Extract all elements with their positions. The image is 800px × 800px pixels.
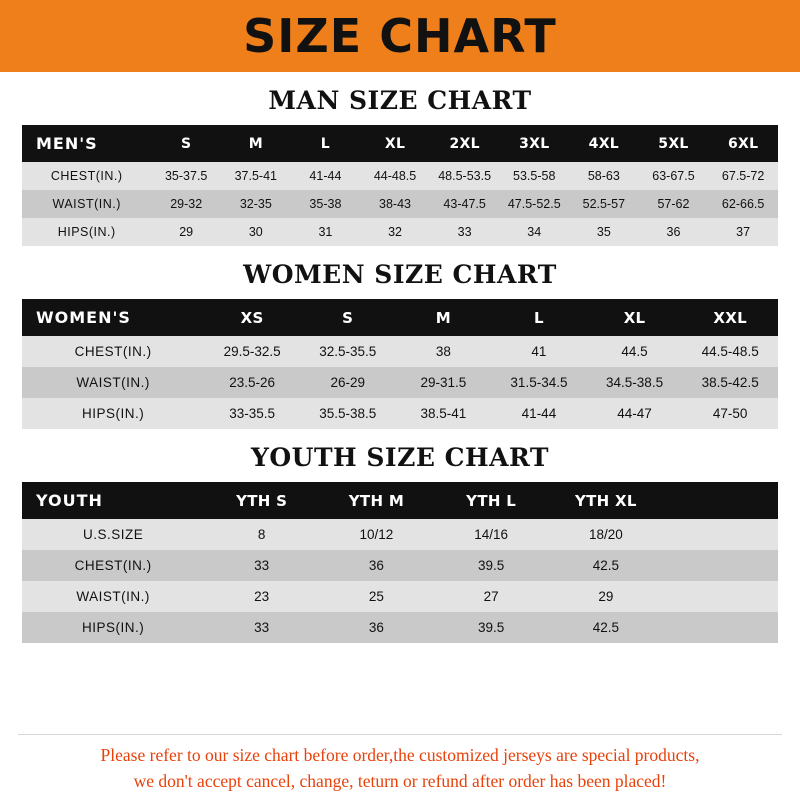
table-cell: 8 — [204, 519, 319, 550]
table-cell: 33 — [204, 550, 319, 581]
table-cell: 34.5-38.5 — [587, 367, 683, 398]
table-cell: 25 — [319, 581, 434, 612]
table-cell: 29 — [151, 218, 221, 246]
youth-col-m: YTH M — [319, 482, 434, 519]
table-header-row — [22, 482, 778, 519]
table-cell: 44-48.5 — [360, 162, 430, 190]
table-cell — [663, 581, 778, 612]
youth-row-label-chest: CHEST(IN.) — [22, 550, 204, 581]
table-cell: 30 — [221, 218, 291, 246]
youth-corner-label: YOUTH — [22, 482, 204, 519]
page-title: SIZE CHART — [243, 9, 557, 63]
table-cell: 52.5-57 — [569, 190, 639, 218]
table-cell: 34 — [499, 218, 569, 246]
table-cell: 33 — [204, 612, 319, 643]
table-row — [22, 612, 778, 643]
table-cell: 41-44 — [491, 398, 587, 429]
table-row — [22, 581, 778, 612]
table-cell: 47.5-52.5 — [499, 190, 569, 218]
table-row — [22, 190, 778, 218]
table-row — [22, 367, 778, 398]
footer-line-2: we don't accept cancel, change, teturn or refund after order has been placed! — [133, 770, 667, 791]
women-col-xs: XS — [204, 299, 300, 336]
table-cell: 27 — [434, 581, 549, 612]
table-cell: 29-32 — [151, 190, 221, 218]
table-cell — [663, 612, 778, 643]
table-cell: 23 — [204, 581, 319, 612]
women-col-xxl: XXL — [682, 299, 778, 336]
youth-row-label-waist: WAIST(IN.) — [22, 581, 204, 612]
table-cell: 39.5 — [434, 612, 549, 643]
table-cell — [663, 519, 778, 550]
table-cell: 36 — [319, 612, 434, 643]
table-cell: 36 — [319, 550, 434, 581]
table-cell: 35 — [569, 218, 639, 246]
women-row-label-waist: WAIST(IN.) — [22, 367, 204, 398]
section-title-youth: YOUTH SIZE CHART — [251, 443, 549, 472]
table-row — [22, 398, 778, 429]
youth-col-empty — [663, 482, 778, 519]
table-cell: 37.5-41 — [221, 162, 291, 190]
women-col-l: L — [491, 299, 587, 336]
table-cell: 44-47 — [587, 398, 683, 429]
table-cell: 33-35.5 — [204, 398, 300, 429]
table-cell: 29.5-32.5 — [204, 336, 300, 367]
table-cell: 42.5 — [549, 612, 664, 643]
table-cell: 63-67.5 — [639, 162, 709, 190]
table-header-row — [22, 125, 778, 162]
man-col-s: S — [151, 125, 221, 162]
youth-col-l: YTH L — [434, 482, 549, 519]
man-col-3xl: 3XL — [499, 125, 569, 162]
section-women — [22, 260, 778, 429]
man-table-body — [22, 162, 778, 246]
women-row-label-hips: HIPS(IN.) — [22, 398, 204, 429]
footer-note — [0, 728, 800, 794]
youth-row-label-ussize: U.S.SIZE — [22, 519, 204, 550]
table-cell: 38.5-42.5 — [682, 367, 778, 398]
man-col-4xl: 4XL — [569, 125, 639, 162]
table-cell: 62-66.5 — [708, 190, 778, 218]
man-col-xl: XL — [360, 125, 430, 162]
table-cell: 23.5-26 — [204, 367, 300, 398]
table-cell: 32 — [360, 218, 430, 246]
youth-table-body — [22, 519, 778, 643]
table-cell: 58-63 — [569, 162, 639, 190]
table-row — [22, 162, 778, 190]
table-cell: 47-50 — [682, 398, 778, 429]
table-cell: 57-62 — [639, 190, 709, 218]
women-corner-label: WOMEN'S — [22, 299, 204, 336]
youth-size-table — [22, 482, 778, 643]
youth-table-header — [22, 482, 778, 519]
table-cell: 37 — [708, 218, 778, 246]
section-man — [22, 86, 778, 246]
table-row — [22, 336, 778, 367]
content-area — [0, 86, 800, 643]
man-corner-label: MEN'S — [22, 125, 151, 162]
table-cell: 38.5-41 — [396, 398, 492, 429]
table-cell: 67.5-72 — [708, 162, 778, 190]
table-cell: 39.5 — [434, 550, 549, 581]
table-cell — [663, 550, 778, 581]
table-cell: 29 — [549, 581, 664, 612]
header-banner — [0, 0, 800, 72]
table-cell: 43-47.5 — [430, 190, 500, 218]
man-size-table — [22, 125, 778, 246]
women-col-xl: XL — [587, 299, 683, 336]
table-cell: 35-38 — [291, 190, 361, 218]
man-col-2xl: 2XL — [430, 125, 500, 162]
section-title-women: WOMEN SIZE CHART — [243, 260, 557, 289]
table-cell: 10/12 — [319, 519, 434, 550]
table-cell: 35-37.5 — [151, 162, 221, 190]
women-col-s: S — [300, 299, 396, 336]
table-cell: 41 — [491, 336, 587, 367]
women-size-table — [22, 299, 778, 429]
table-row — [22, 550, 778, 581]
women-row-label-chest: CHEST(IN.) — [22, 336, 204, 367]
table-cell: 32-35 — [221, 190, 291, 218]
table-cell: 29-31.5 — [396, 367, 492, 398]
table-cell: 41-44 — [291, 162, 361, 190]
section-title-man: MAN SIZE CHART — [268, 86, 532, 115]
man-col-6xl: 6XL — [708, 125, 778, 162]
youth-row-label-hips: HIPS(IN.) — [22, 612, 204, 643]
man-row-label-chest: CHEST(IN.) — [22, 162, 151, 190]
table-cell: 31 — [291, 218, 361, 246]
table-cell: 38 — [396, 336, 492, 367]
table-cell: 53.5-58 — [499, 162, 569, 190]
table-cell: 26-29 — [300, 367, 396, 398]
table-cell: 18/20 — [549, 519, 664, 550]
youth-col-s: YTH S — [204, 482, 319, 519]
women-col-m: M — [396, 299, 492, 336]
women-table-body — [22, 336, 778, 429]
man-col-l: L — [291, 125, 361, 162]
table-row — [22, 218, 778, 246]
table-cell: 44.5-48.5 — [682, 336, 778, 367]
table-cell: 36 — [639, 218, 709, 246]
table-header-row — [22, 299, 778, 336]
man-row-label-waist: WAIST(IN.) — [22, 190, 151, 218]
table-cell: 44.5 — [587, 336, 683, 367]
women-table-header — [22, 299, 778, 336]
table-cell: 35.5-38.5 — [300, 398, 396, 429]
table-cell: 14/16 — [434, 519, 549, 550]
table-cell: 42.5 — [549, 550, 664, 581]
footer-line-1: Please refer to our size chart before order,the customized jerseys are special products, — [100, 745, 700, 766]
section-youth — [22, 443, 778, 643]
table-cell: 31.5-34.5 — [491, 367, 587, 398]
man-col-m: M — [221, 125, 291, 162]
youth-col-xl: YTH XL — [549, 482, 664, 519]
man-col-5xl: 5XL — [639, 125, 709, 162]
footer-divider — [18, 734, 782, 735]
table-cell: 38-43 — [360, 190, 430, 218]
table-cell: 48.5-53.5 — [430, 162, 500, 190]
man-row-label-hips: HIPS(IN.) — [22, 218, 151, 246]
table-cell: 33 — [430, 218, 500, 246]
table-cell: 32.5-35.5 — [300, 336, 396, 367]
man-table-header — [22, 125, 778, 162]
table-row — [22, 519, 778, 550]
